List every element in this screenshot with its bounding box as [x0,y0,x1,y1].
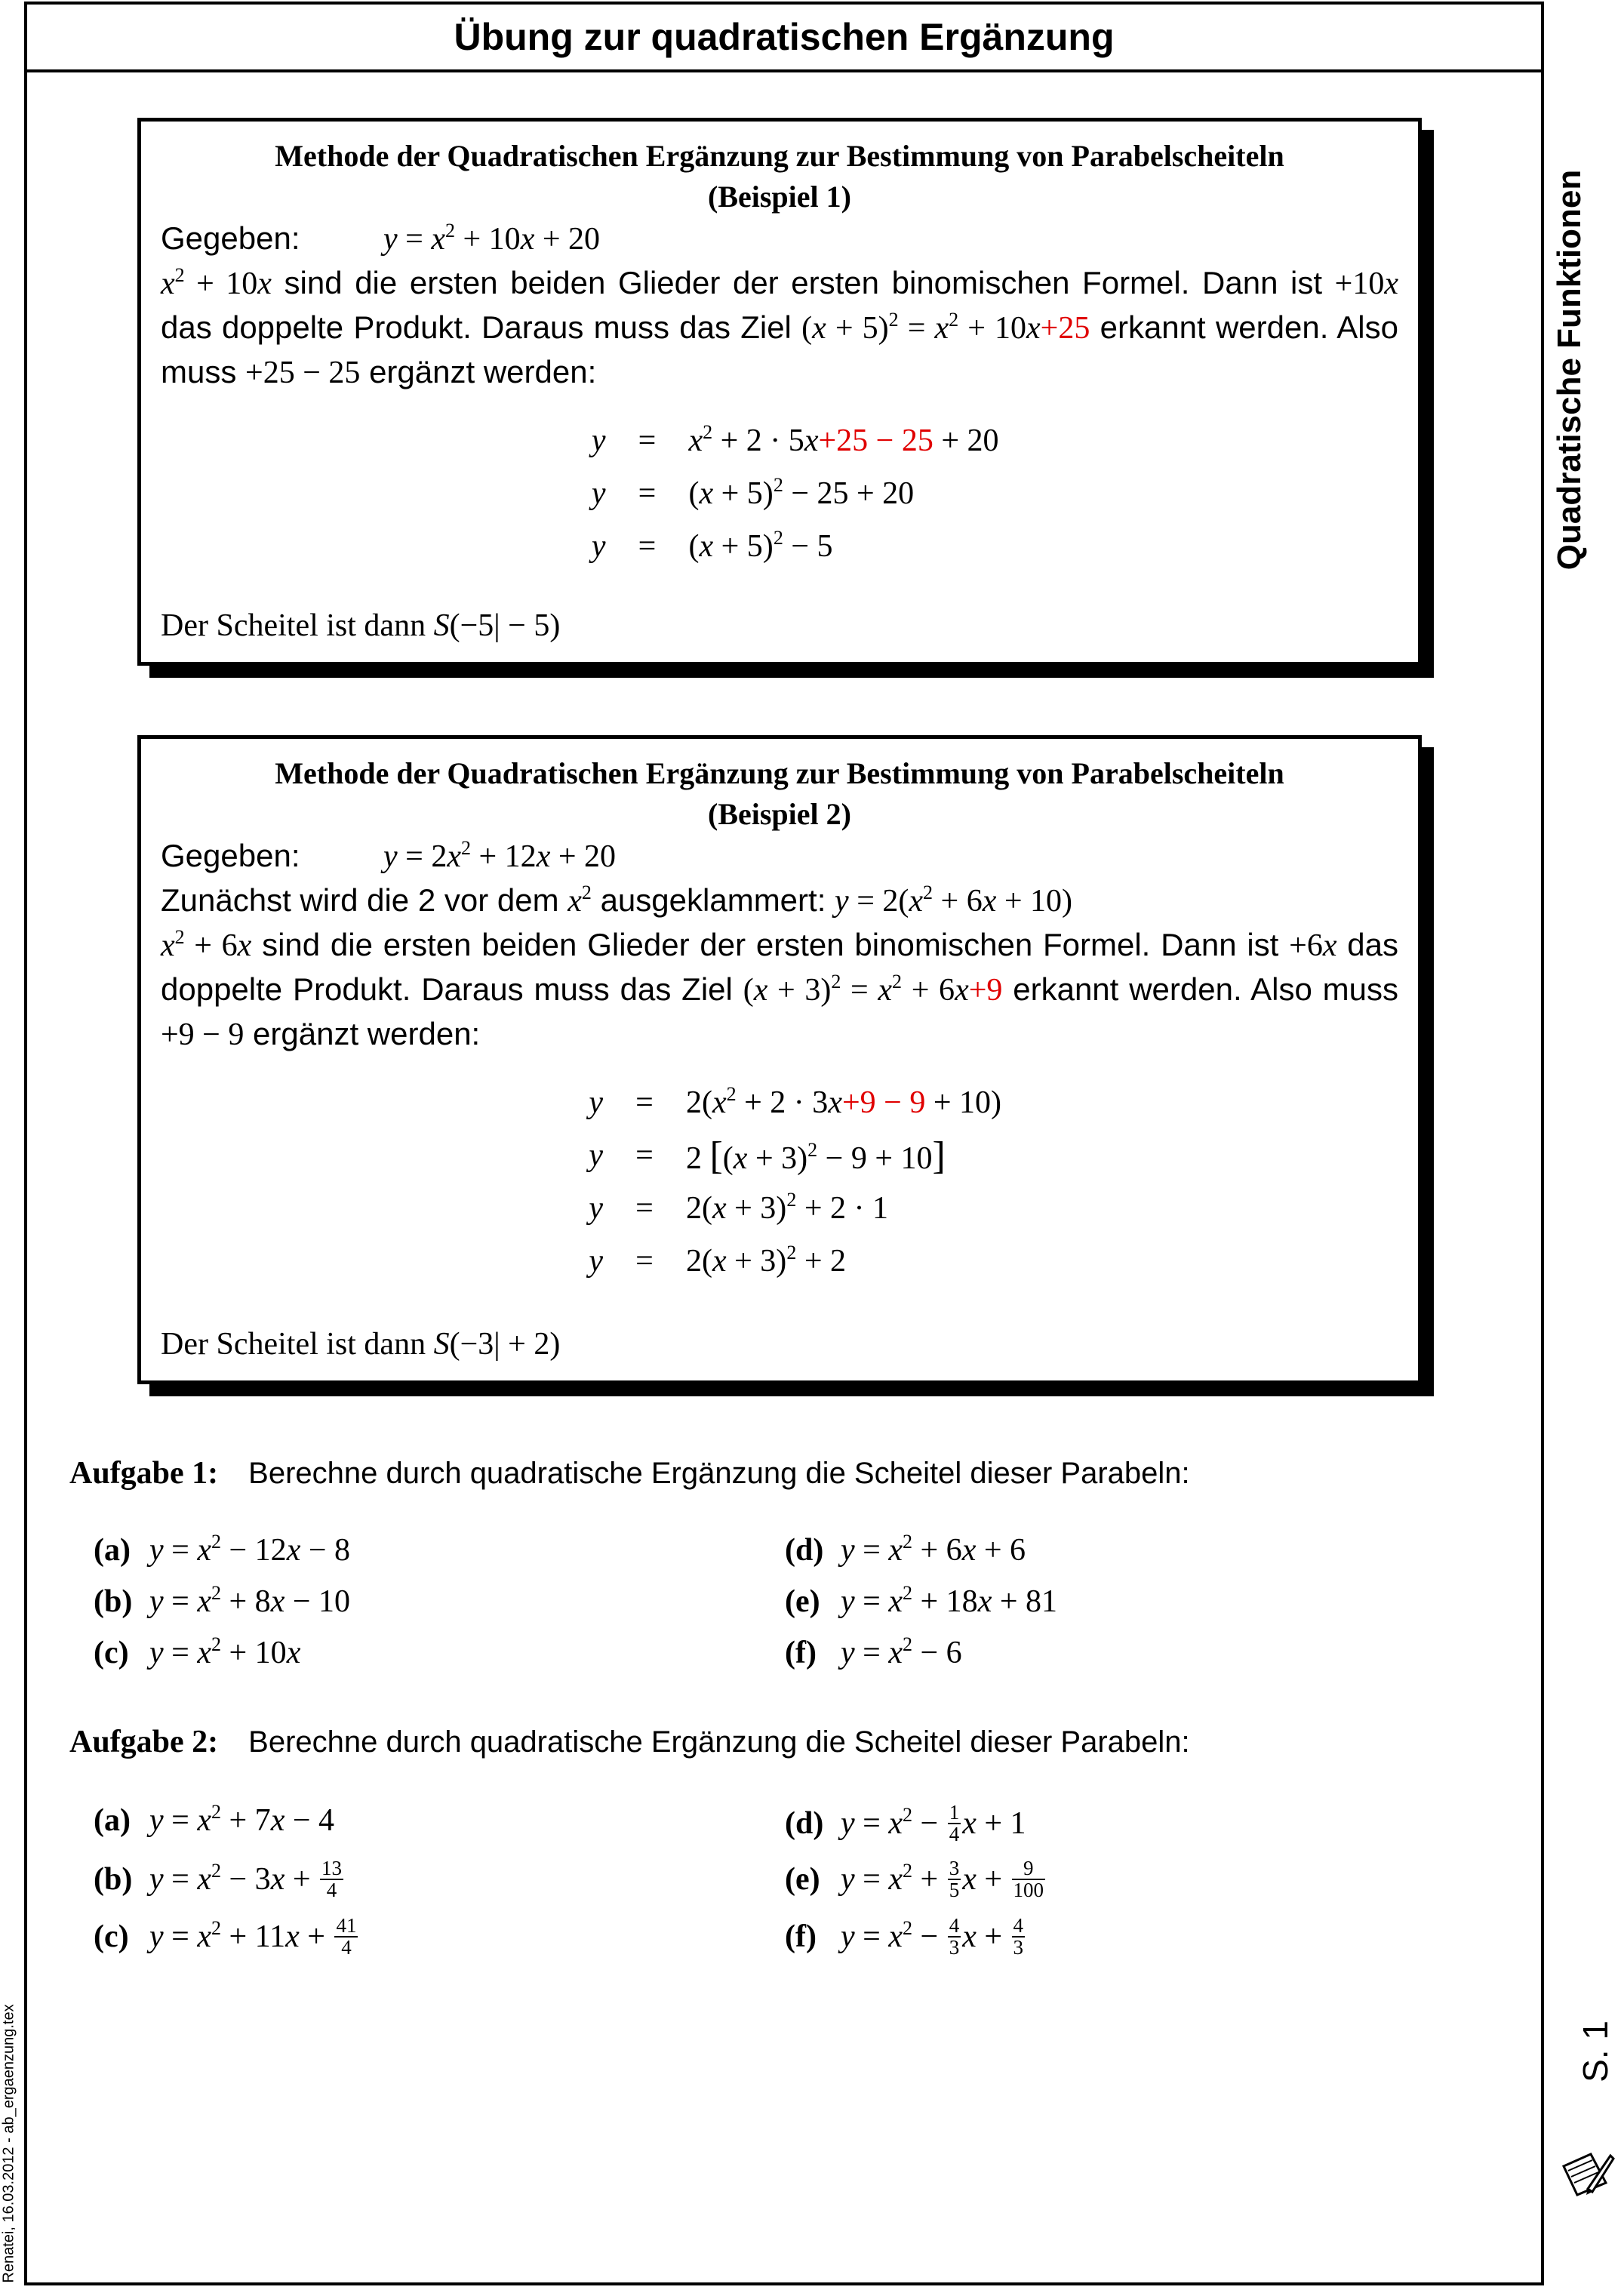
task-heading-1 [69,1455,1190,1491]
side-title-text: Quadratische Funktionen [1551,169,1588,571]
exercise-item: (b) $y = x^2 - 3x$ + $\frac{13}{4}$ [94,1857,343,1901]
example-heading: Methode der Quadratischen Ergänzung zur Bestimmung von Parabelscheiteln [275,756,1284,790]
page-number-text: S. 1 [1576,2021,1615,2082]
given-label: Gegeben: [161,838,300,873]
explanation-text: $x^2 + 6x$ sind die ersten beiden Glieder der ersten binomischen Formel. Dann ist +6x das doppelte Produkt. Daraus muss das Ziel $(x + 3)^2 = x^2 + 6x+9$ erkannt werden. Also muss +9 − 9 ergänzt werden: [161,926,1399,1052]
exercise-item: (c) $y = x^2 + 11x$ + $\frac{41}{4}$ [94,1914,357,1959]
footer-note-text: Renatei, 16.03.2012 - ab_ergaenzung.tex [0,2004,17,2283]
task-instruction: Berechne durch quadratische Ergänzung die Scheitel dieser Parabeln: [248,1725,1190,1759]
equation-row: y = $2(x^2 + 2 \cdot 3x+9 - 9 + 10)$ [589,1083,1002,1120]
exercise-item: (e) $y = x^2 + 18x + 81$ [785,1582,1058,1619]
given-label: Gegeben: [161,220,300,256]
result-label: Der Scheitel ist dann [161,608,426,643]
exercise-item: (f) $y = x^2$ − $\frac{4}{3}$ x + $\frac{4}{3}$ [785,1914,1024,1959]
result-label: Der Scheitel ist dann [161,1327,426,1362]
given-line: Gegeben: $y = 2x^2 + 12x + 20$ [161,837,617,874]
pen-paper-icon [1558,2144,1615,2201]
equation-row: y = $(x + 5)^2 - 5$ [591,527,833,564]
result-line: Der Scheitel ist dann S(−3| + 2) [161,1327,561,1362]
task-label: Aufgabe 1: [69,1456,219,1491]
example-box-1 [137,118,1422,666]
explanation-text: $x^2 + 10x$ sind die ersten beiden Glieder der ersten binomischen Formel. Dann ist +10x das doppelte Produkt. Daraus muss das Ziel $(x + 5)^2 = x^2 + 10x+25$ erkannt werden. Also muss +25 − 25 ergänzt werden: [161,264,1399,390]
given-line: Gegeben: $y = x^2 + 10x + 20$ [161,220,601,257]
exercise-item: (a) $y = x^2 + 7x - 4$ [94,1801,335,1838]
equation-row: y = $2(x + 3)^2 + 2$ [589,1242,846,1279]
example-subheading: (Beispiel 1) [708,180,851,214]
equation-row: y = 2 $[(x + 3)^2 - 9 + 10]$ [589,1134,946,1177]
equation-steps [558,1076,1001,1288]
page-title: Übung zur quadratischen Ergänzung [24,2,1544,72]
example-heading: Methode der Quadratischen Ergänzung zur Bestimmung von Parabelscheiteln [275,139,1284,173]
exercise-item: (f) $y = x^2 - 6$ [785,1633,962,1670]
side-title [1551,169,1588,571]
exercise-item: (a) $y = x^2 - 12x - 8$ [94,1531,351,1568]
example-box-2 [137,735,1422,1384]
exercise-item: (d) $y = x^2$ − $\frac{1}{4}$ x + 1 [785,1801,1026,1845]
task-heading-2 [69,1724,1190,1760]
example-subheading: (Beispiel 2) [708,797,851,831]
factor-line: Zunächst wird die 2 vor dem $x^2$ ausgeklammert: $y = 2(x^2 + 6x + 10)$ [161,882,1073,919]
equation-row: y = $(x + 5)^2 - 25 + 20$ [591,474,915,511]
result-line: Der Scheitel ist dann S(−5| − 5) [161,608,561,643]
task-instruction: Berechne durch quadratische Ergänzung die Scheitel dieser Parabeln: [248,1457,1190,1490]
exercise-item: (e) $y = x^2$ + $\frac{3}{5}$ x + $\frac{9}{100}$ [785,1857,1044,1901]
exercise-item: (c) $y = x^2 + 10x$ [94,1633,301,1670]
equation-steps [560,414,998,573]
equation-row: y = $x^2 + 2 \cdot 5x+25 - 25 + 20$ [591,421,999,458]
exercise-item: (d) $y = x^2 + 6x + 6$ [785,1531,1026,1568]
task-label: Aufgabe 2: [69,1725,219,1759]
exercise-item: (b) $y = x^2 + 8x - 10$ [94,1582,351,1619]
equation-row: y = $2(x + 3)^2 + 2 \cdot 1$ [589,1189,888,1226]
